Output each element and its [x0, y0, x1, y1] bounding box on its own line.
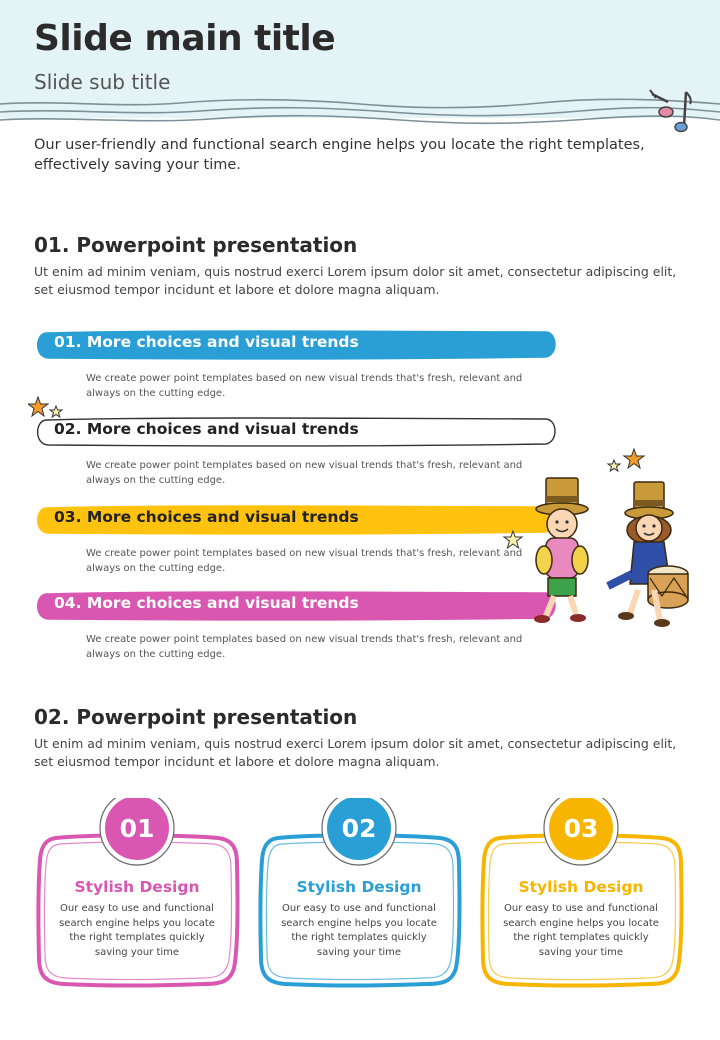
- feature-card-1: [34, 798, 240, 988]
- card-number: 01: [119, 814, 155, 843]
- wave-lines: [0, 96, 720, 128]
- star-icon: [502, 530, 524, 550]
- card-heading: Stylish Design: [74, 878, 200, 896]
- trend-band-3: [36, 504, 556, 534]
- trend-band-label: 01. More choices and visual trends: [54, 333, 359, 351]
- trend-band-4: [36, 590, 556, 620]
- trend-band-description: We create power point templates based on new visual trends that's fresh, relevant and always on the cutting edge.: [86, 373, 523, 399]
- trend-band-2: [36, 416, 556, 446]
- card-description: Our easy to use and functional search engine helps you locate the right templates quickly saving your time: [59, 903, 215, 958]
- section2-body: Ut enim ad minim veniam, quis nostrud exerci Lorem ipsum dolor sit amet, consectetur adipiscing elit, set eiusmod tempor incidunt et labore et dolore magna aliquam.: [34, 736, 677, 769]
- card-number: 02: [341, 814, 377, 843]
- cartoon-drummers-illustration: [526, 474, 696, 634]
- trend-band-description: We create power point templates based on new visual trends that's fresh, relevant and always on the cutting edge.: [86, 634, 523, 660]
- page-title: Slide main title: [34, 18, 336, 59]
- trend-band-label: 03. More choices and visual trends: [54, 508, 359, 526]
- card-heading: Stylish Design: [296, 878, 422, 896]
- trend-band-description: We create power point templates based on new visual trends that's fresh, relevant and always on the cutting edge.: [86, 460, 523, 486]
- trend-band-description: We create power point templates based on new visual trends that's fresh, relevant and always on the cutting edge.: [86, 548, 523, 574]
- trend-band-1: [36, 329, 556, 359]
- star-icon: [28, 396, 66, 422]
- section2-title: 02. Powerpoint presentation: [34, 705, 358, 729]
- section1-body: Ut enim ad minim veniam, quis nostrud exerci Lorem ipsum dolor sit amet, consectetur adipiscing elit, set eiusmod tempor incidunt et labore et dolore magna aliquam.: [34, 264, 677, 297]
- section1-title: 01. Powerpoint presentation: [34, 233, 358, 257]
- music-note-icon: [646, 86, 694, 136]
- page-subtitle: Slide sub title: [34, 70, 171, 94]
- feature-card-2: [256, 798, 462, 988]
- card-heading: Stylish Design: [518, 878, 644, 896]
- card-number: 03: [563, 814, 599, 843]
- intro-text: Our user-friendly and functional search engine helps you locate the right templates, effectively saving your time.: [34, 137, 645, 173]
- card-description: Our easy to use and functional search engine helps you locate the right templates quickly saving your time: [281, 903, 437, 958]
- card-description: Our easy to use and functional search engine helps you locate the right templates quickly saving your time: [503, 903, 659, 958]
- feature-card-3: [478, 798, 684, 988]
- trend-band-label: 04. More choices and visual trends: [54, 594, 359, 612]
- trend-band-label: 02. More choices and visual trends: [54, 420, 359, 438]
